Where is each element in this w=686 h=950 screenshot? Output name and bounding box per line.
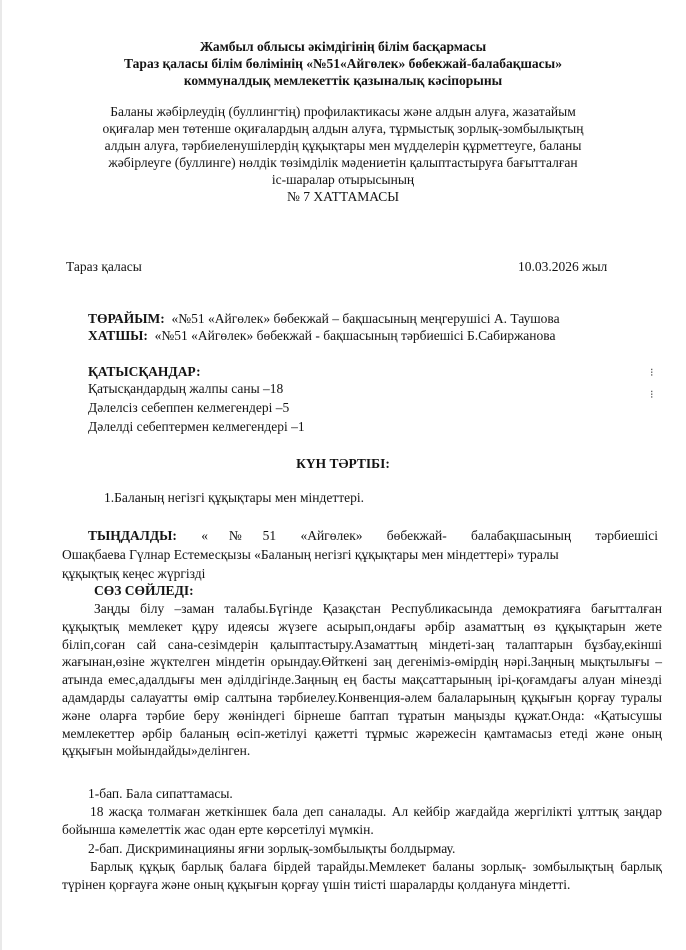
- speech-line: бағытталған құқықтық мемлекет құру идеясы жүзеге асырып,ондағы әрбір азаматтың өз: [62, 601, 662, 634]
- speech-line: салауатты өмір салтына тәрбиелеу.Конвенция-әлем балаларының құқығын қорғау: [130, 689, 616, 705]
- heard-text-3: құқықтық кеңес жүргізді: [62, 566, 206, 581]
- org-line-2: Тараз қаласы білім бөлімінің «№51«Айгөлек» бөбекжай-балабақшасы»: [124, 56, 562, 71]
- date: 10.03.2026 жыл: [518, 259, 608, 274]
- secretary-text: «№51 «Айгөлек» бөбекжай - бақшасының тәрбиешісі Б.Сабиржанова: [154, 328, 556, 343]
- speech-line: құжат.Онда: «Қатысушы мемлекеттер әрбір баланың өсіп-жетілуі қажетті тұрмыс: [62, 707, 662, 741]
- speech-line: туралы және оларға тәрбие беру жөніндегі бірнеше баптап тұратын маңызды: [62, 689, 662, 723]
- protocol-number: № 7 ХАТТАМАСЫ: [286, 189, 400, 204]
- article-1: 1-бап. Бала сипаттамасы.: [88, 786, 233, 801]
- heard-line-1: [88, 527, 658, 545]
- chair-text: «№51 «Айгөлек» бөбекжай – бақшасының меңгерушісі А. Таушова: [171, 311, 560, 326]
- margin-mark: ⁝: [650, 367, 654, 379]
- chair-line: [88, 310, 560, 327]
- subject-line-1: Баланы жәбірлеудің (буллингтің) профилактикасы және алдын алуға, жазатайым: [110, 104, 576, 119]
- heard-text-1: «№51 «Айгөлек» бөбекжай- балабақшасының тәрбиешісі: [201, 528, 658, 543]
- speech-line: құқықтарын жете біліп,соған сай сана-сезімдерін қалыптастыру.Азаматтың міндеті-заң: [62, 618, 662, 652]
- subject-line-5: іс-шаралар отырысының: [271, 172, 415, 187]
- speech-line: жәрежесін қамтамасыз етеді және оның құқығын мойындайды»делінген.: [62, 725, 663, 759]
- city: Тараз қаласы: [66, 259, 142, 274]
- margin-mark: ⁝: [650, 389, 654, 401]
- heard-label: ТЫҢДАЛДЫ:: [88, 528, 177, 543]
- speech-paragraph-1: [62, 600, 662, 760]
- org-line-3: коммуналдық мемлекеттік қазыналық кәсіпорыны: [183, 73, 503, 88]
- speech-line: дегеніміз-өмірдің нәрі.Заңның мықтылығы –атында емес,адалдығы мен: [62, 654, 662, 688]
- speech-line: зомбылықтың барлық түрінен қорғауға және оның құқығын қорғау үшін тиісті: [62, 859, 662, 892]
- absent-unexcused: Дәлелсіз себеппен келмегендері –5: [88, 400, 290, 415]
- speech-line: 18 жасқа толмаған жеткіншек бала деп саналады. Ал кейбір жағдайда жергілікті: [90, 804, 573, 819]
- speech-line: Заңды білу –заман талабы.Бүгінде Қазақстан Республикасында демократияға: [94, 601, 581, 616]
- speech-paragraph-2: [62, 803, 662, 839]
- speech-line: ұлттық заңдар бойынша кәмелеттік жас одан ерте көрсетілуі мүмкін.: [62, 804, 663, 837]
- attendance-heading: ҚАТЫСҚАНДАР:: [88, 364, 201, 379]
- speech-line: әділдігінде.Заңның ең басты мақсаттарының ірі-қоғамдағы алуан мінезді адамдарды: [62, 672, 663, 705]
- speech-line: талаптарын бұзбау,екінші жағынан,өзіне жүктелген міндетін орындау.Өйткені заң: [62, 636, 662, 670]
- attendance-total: Қатысқандардың жалпы саны –18: [88, 381, 284, 396]
- spoke-heading: СӨЗ СӨЙЛЕДІ:: [94, 583, 194, 598]
- org-line-1: Жамбыл облысы әкімдігінің білім басқармасы: [199, 39, 487, 54]
- agenda-item-1: 1.Баланың негізгі құқықтары мен міндеттері.: [104, 490, 365, 505]
- speech-line: шараларды қолдануға міндетті.: [389, 876, 571, 892]
- speech-paragraph-3: [62, 858, 662, 894]
- chair-label: ТӨРАЙЫМ:: [88, 311, 165, 326]
- subject-line-4: жәбірлеуге (буллинге) нөлдік төзімділік мәдениетін қалыптастыруға бағытталған: [108, 155, 578, 170]
- subject-line-2: оқиғалар мен төтенше оқиғалардың алдын алуға, тұрмыстық зорлық-зомбылықтың: [102, 121, 584, 136]
- secretary-label: ХАТШЫ:: [88, 328, 148, 343]
- article-2: 2-бап. Дискриминацияны яғни зорлық-зомбылықты болдырмау.: [88, 841, 456, 856]
- absent-excused: Дәлелді себептермен келмегендері –1: [88, 419, 305, 434]
- subject-line-3: алдын алуға, тәрбиеленушілердің құқықтары мен мүдделерін құрметтеуге, баланы: [104, 138, 582, 153]
- speech-line: Барлық құқық барлық балаға бірдей тарайды.Мемлекет баланы зорлық-: [90, 859, 527, 874]
- heard-text-2: Ошақбаева Гүлнар Естемесқызы «Баланың негізгі құқықтары мен міндеттері» туралы: [62, 547, 559, 562]
- agenda-heading: КҮН ТӘРТІБІ:: [296, 456, 390, 471]
- secretary-line: [88, 327, 555, 344]
